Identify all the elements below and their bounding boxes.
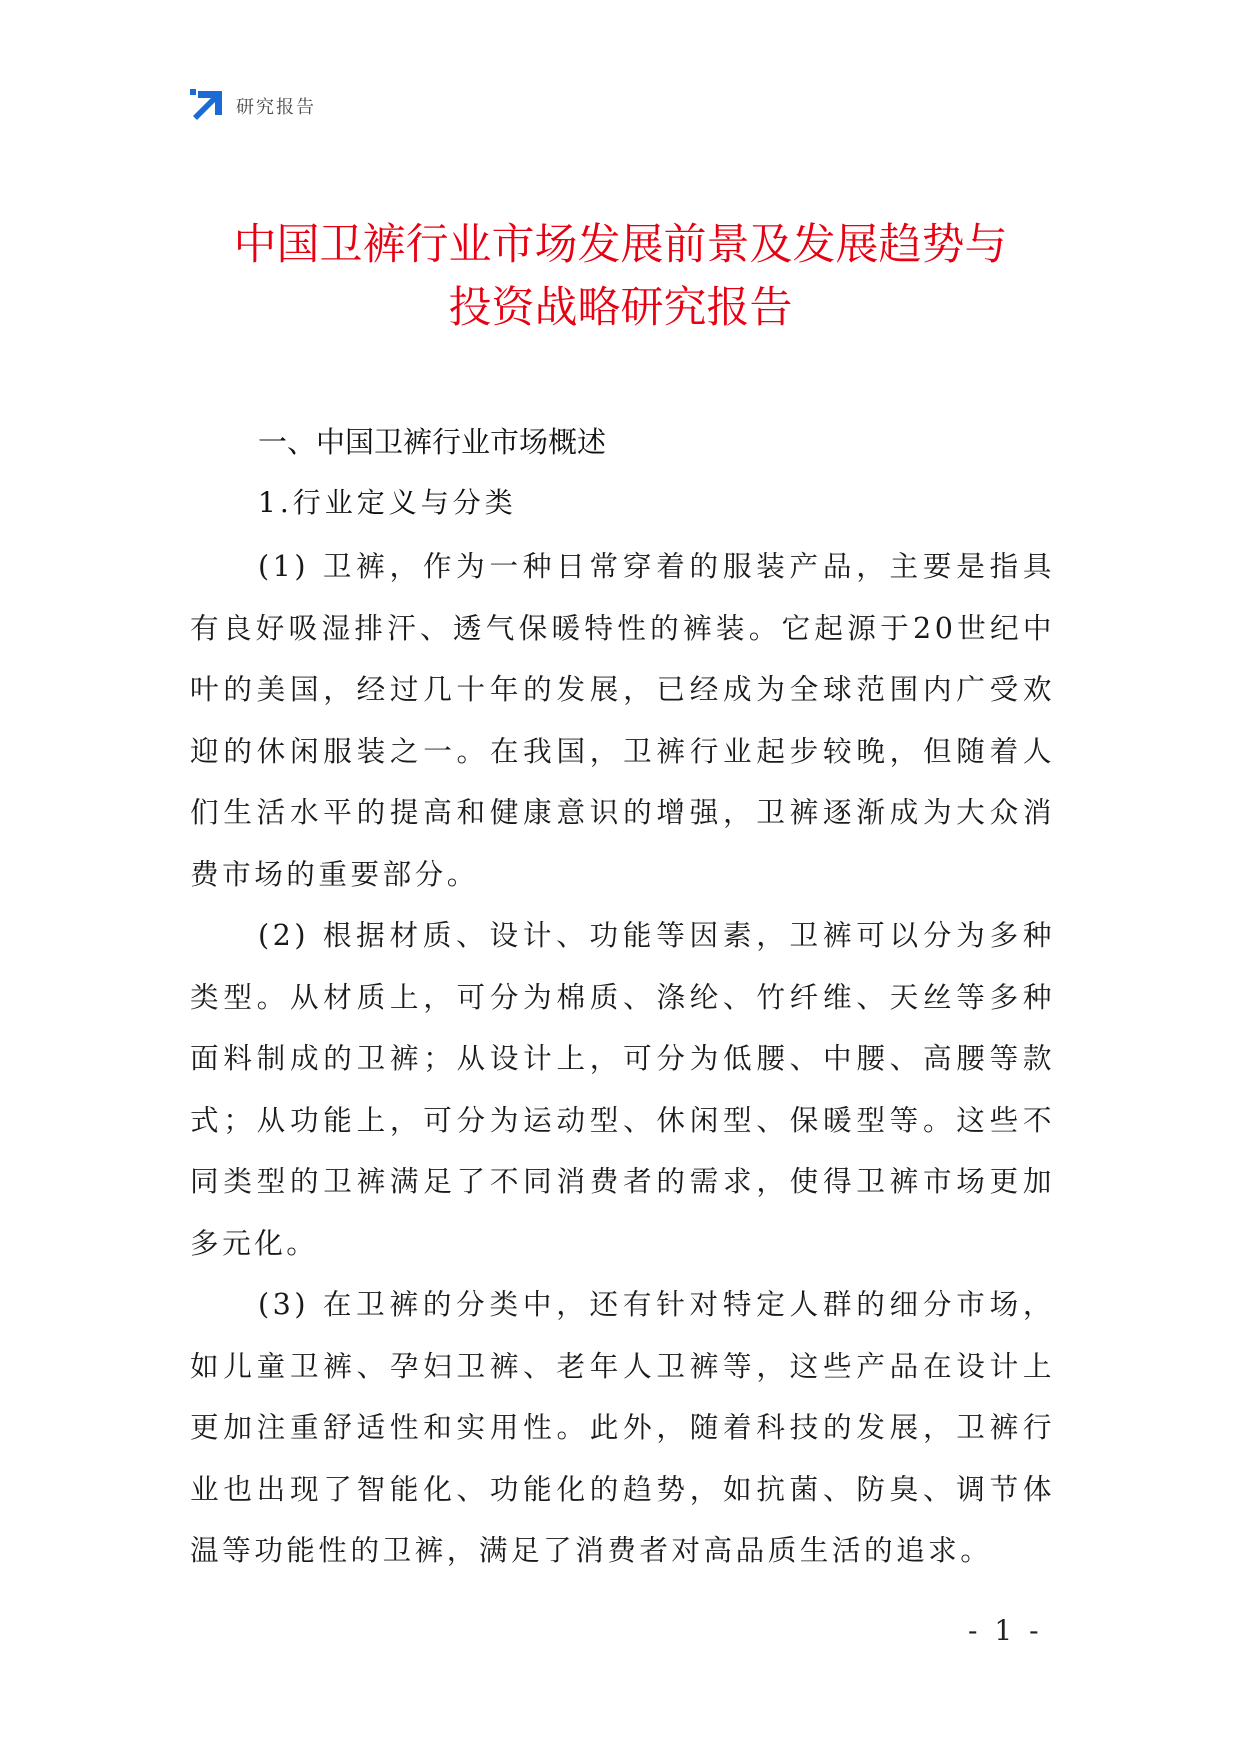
paragraph: (2) 根据材质、设计、功能等因素，卫裤可以分为多种类型。从材质上，可分为棉质、涤纶、竹纤维、天丝等多种面料制成的卫裤；从设计上，可分为低腰、中腰、高腰等款式；从功能上，可分为运动型、休闲型、保暖型等。这些不同类型的卫裤满足了不同消费者的需求，使得卫裤市场更加多元化。 — [190, 918, 1055, 1260]
page-header — [190, 88, 316, 124]
section-heading: 一、中国卫裤行业市场概述 — [258, 425, 607, 459]
document-title — [130, 214, 1111, 340]
page-number: - 1 - — [968, 1614, 1043, 1647]
title-line-1: 中国卫裤行业市场发展前景及发展趋势与 — [233, 220, 1008, 270]
paragraph: (3) 在卫裤的分类中，还有针对特定人群的细分市场，如儿童卫裤、孕妇卫裤、老年人卫裤等，这些产品在设计上更加注重舒适性和实用性。此外，随着科技的发展，卫裤行业也出现了智能化、功能化的趋势，如抗菌、防臭、调节体温等功能性的卫裤，满足了消费者对高品质生活的追求。 — [190, 1287, 1055, 1567]
body-content — [190, 536, 1055, 1582]
header-label: 研究报告 — [236, 97, 316, 118]
sub-heading: 1.行业定义与分类 — [258, 486, 517, 519]
paragraph: (1) 卫裤，作为一种日常穿着的服装产品，主要是指具有良好吸湿排汗、透气保暖特性的裤装。它起源于20世纪中叶的美国，经过几十年的发展，已经成为全球范围内广受欢迎的休闲服装之一。在我国，卫裤行业起步较晚，但随着人们生活水平的提高和健康意识的增强，卫裤逐渐成为大众消费市场的重要部分。 — [190, 549, 1055, 891]
title-line-2: 投资战略研究报告 — [448, 283, 793, 333]
arrow-up-right-icon — [190, 89, 224, 123]
